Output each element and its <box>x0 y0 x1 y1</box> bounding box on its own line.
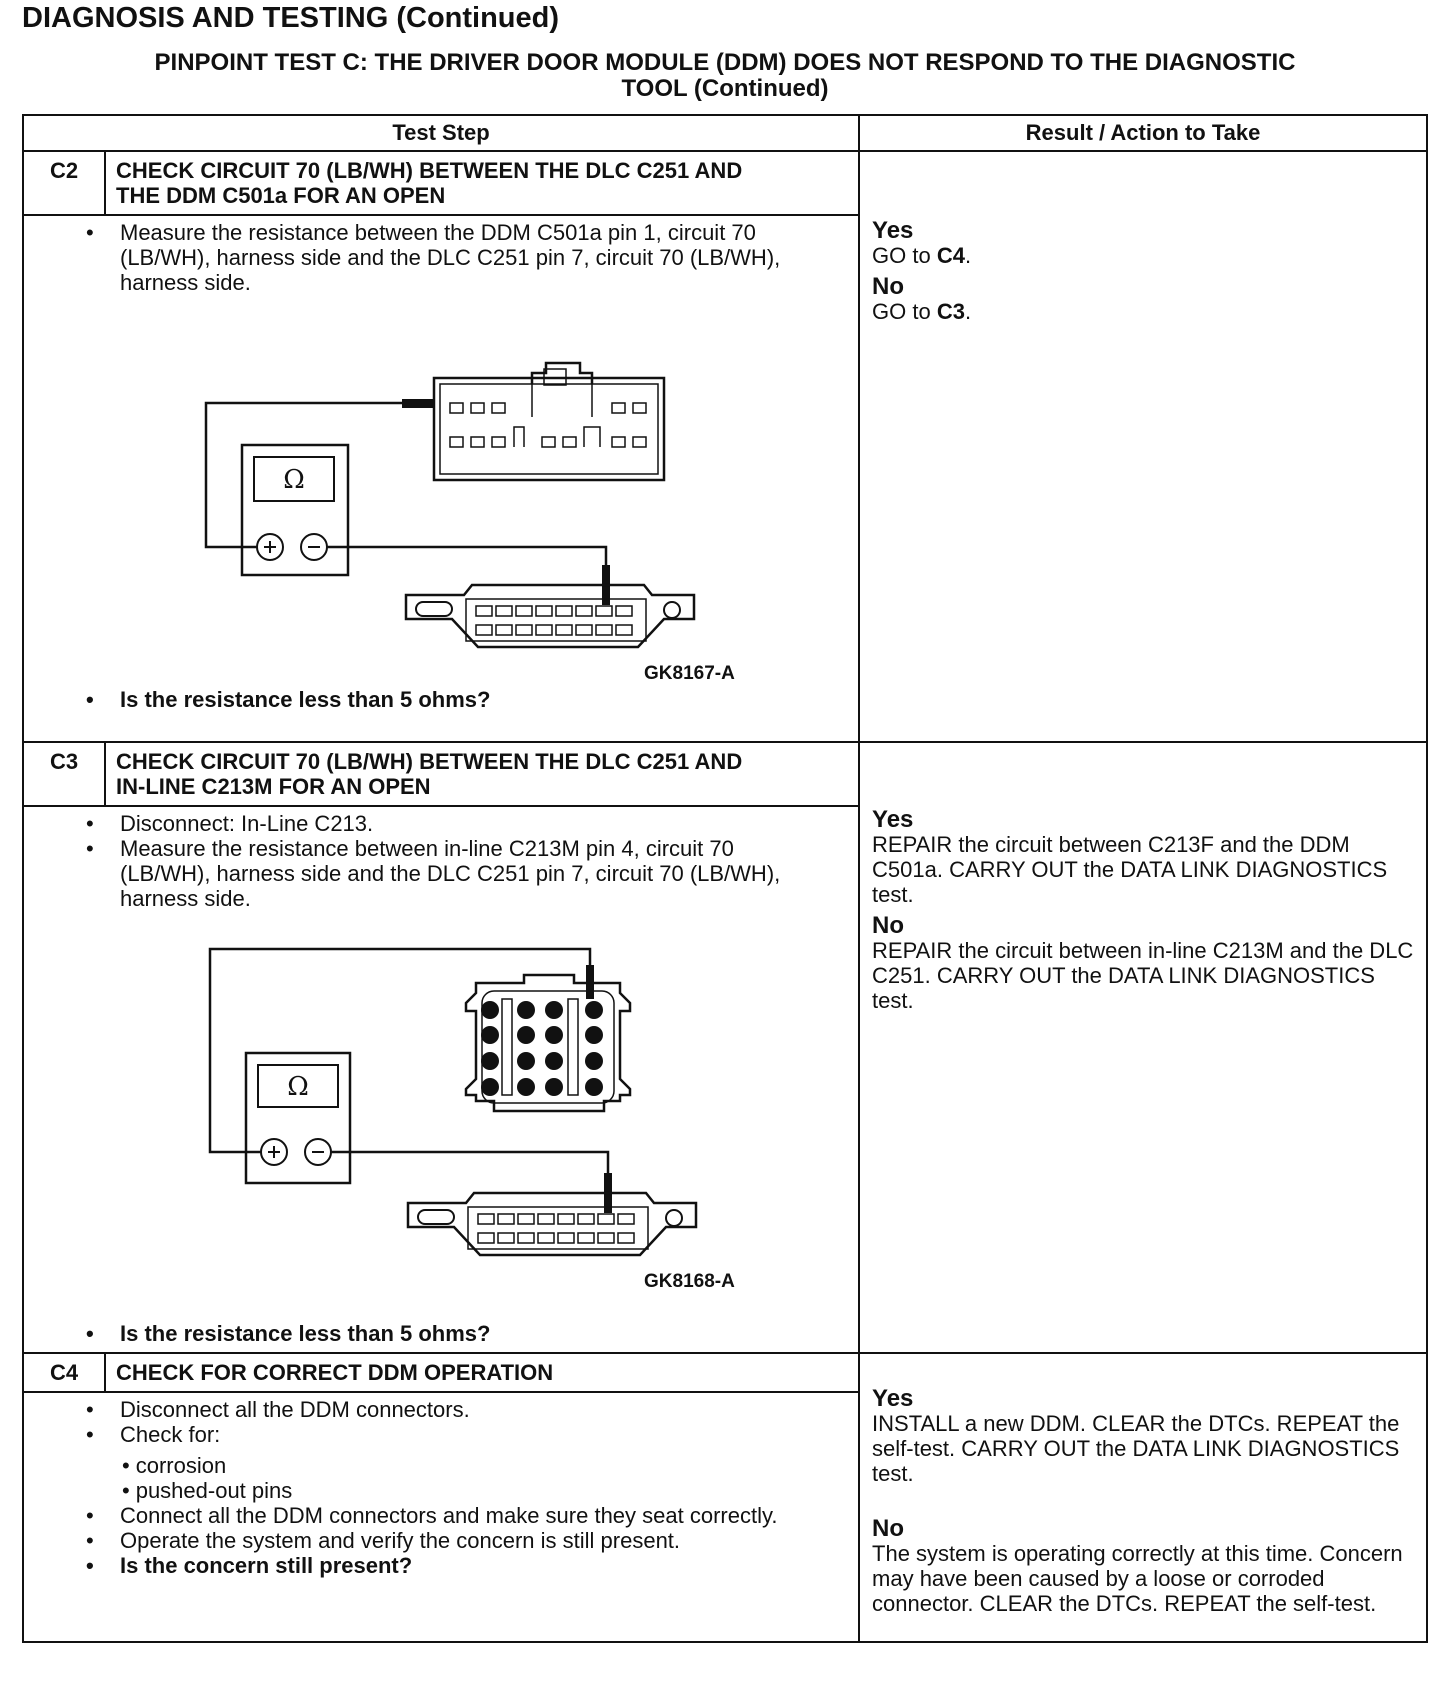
c4-sub-item: • corrosion <box>122 1453 828 1478</box>
c3-yes-label: Yes <box>872 806 914 833</box>
c4-yes-label: Yes <box>872 1385 914 1412</box>
step-c2-heading-line1: CHECK CIRCUIT 70 (LB/WH) BETWEEN THE DLC C251 AND <box>116 158 743 183</box>
step-c4-body <box>23 1392 859 1642</box>
c3-step-item: • Disconnect: In-Line C213. <box>120 811 828 836</box>
c3-wiring-diagram <box>24 911 860 1321</box>
ddm-connector-c501a <box>434 363 664 480</box>
c4-step-item: • Disconnect all the DDM connectors. <box>120 1397 828 1422</box>
step-c4-heading-row <box>23 1353 1427 1392</box>
c3-no-text: REPAIR the circuit between in-line C213M and the DLC C251. CARRY OUT the DATA LINK DIAGNOSTICS test. <box>872 938 1414 1013</box>
c2-yes-suffix: . <box>964 243 972 268</box>
step-id-c2: C2 <box>23 151 105 215</box>
step-c4-result <box>859 1353 1427 1642</box>
c2-ohm-symbol: Ω <box>283 465 305 495</box>
page-title: DIAGNOSIS AND TESTING (Continued) <box>22 2 560 34</box>
c3-ohm-symbol: Ω <box>287 1072 309 1102</box>
c3-probe-c213m <box>586 965 594 999</box>
step-c3-heading-line1: CHECK CIRCUIT 70 (LB/WH) BETWEEN THE DLC C251 AND <box>116 749 743 774</box>
c2-wiring-diagram <box>24 295 860 685</box>
dlc-connector-c251 <box>408 1193 696 1255</box>
step-c3-body <box>23 806 859 1353</box>
c2-no-label: No <box>872 273 905 300</box>
pinpoint-title-line2: TOOL (Continued) <box>621 75 829 102</box>
c2-step-item: • Measure the resistance between the DDM C501a pin 1, circuit 70 (LB/WH), harness side and the DLC C251 pin 7, circuit 70 (LB/WH), harness side. <box>120 220 828 295</box>
c3-yes-text: REPAIR the circuit between C213F and the DDM C501a. CARRY OUT the DATA LINK DIAGNOSTICS test. <box>872 832 1388 907</box>
dlc-connector-c251 <box>406 585 694 647</box>
c2-question: • Is the resistance less than 5 ohms? <box>120 687 828 712</box>
step-c4-heading: CHECK FOR CORRECT DDM OPERATION <box>105 1353 859 1392</box>
step-c3-heading-row <box>23 742 1427 806</box>
step-c2-result <box>859 151 1427 742</box>
step-c2-body <box>23 215 859 742</box>
c4-step-item: • Connect all the DDM connectors and make sure they seat correctly. <box>120 1503 828 1528</box>
c2-test-leads <box>206 403 606 593</box>
c4-yes-text: INSTALL a new DDM. CLEAR the DTCs. REPEAT the self-test. CARRY OUT the DATA LINK DIAGNOSTICS test. <box>872 1411 1400 1486</box>
column-header-result: Result / Action to Take <box>859 115 1427 151</box>
c2-no-suffix: . <box>964 299 972 324</box>
c2-yes-target: C4 <box>936 243 965 268</box>
c4-step-item <box>120 1422 828 1503</box>
c2-no-target: C3 <box>936 299 965 324</box>
c3-question: • Is the resistance less than 5 ohms? <box>120 1321 828 1346</box>
step-c3-heading-line2: IN-LINE C213M FOR AN OPEN <box>116 774 431 799</box>
c2-no-prefix: GO to <box>872 299 937 324</box>
c3-no-label: No <box>872 912 905 939</box>
c4-no-label: No <box>872 1515 905 1542</box>
c4-question: • Is the concern still present? <box>120 1553 828 1578</box>
step-c3-heading <box>105 742 859 806</box>
c2-probe-ddm <box>402 399 434 408</box>
step-id-c4: C4 <box>23 1353 105 1392</box>
step-c2-heading-row <box>23 151 1427 215</box>
step-c3-result <box>859 742 1427 1353</box>
c4-step-item: • Operate the system and verify the concern is still present. <box>120 1528 828 1553</box>
step-c2-heading-line2: THE DDM C501a FOR AN OPEN <box>116 183 446 208</box>
c2-yes-label: Yes <box>872 217 914 244</box>
c213m-terminals <box>481 1001 603 1096</box>
c4-no-text: The system is operating correctly at this time. Concern may have been caused by a loose or corroded connector. CLEAR the DTCs. REPEAT the self-test. <box>872 1541 1403 1616</box>
c4-sub-item: • pushed-out pins <box>122 1478 828 1503</box>
pinpoint-title-line1: PINPOINT TEST C: THE DRIVER DOOR MODULE (DDM) DOES NOT RESPOND TO THE DIAGNOSTIC <box>154 49 1296 76</box>
step-id-c3: C3 <box>23 742 105 806</box>
c2-yes-prefix: GO to <box>872 243 937 268</box>
pinpoint-test-table <box>22 114 1428 1643</box>
step-c2-heading <box>105 151 859 215</box>
c4-check-for: Check for: <box>120 1422 221 1447</box>
c3-step-item: • Measure the resistance between in-line C213M pin 4, circuit 70 (LB/WH), harness side and the DLC C251 pin 7, circuit 70 (LB/WH), harness side. <box>120 836 828 911</box>
column-header-test-step: Test Step <box>23 115 859 151</box>
c3-figure-id: GK8168-A <box>644 1271 735 1292</box>
c2-figure-id: GK8167-A <box>644 663 735 684</box>
pinpoint-test-title <box>30 50 1420 102</box>
table-header-row <box>23 115 1427 151</box>
